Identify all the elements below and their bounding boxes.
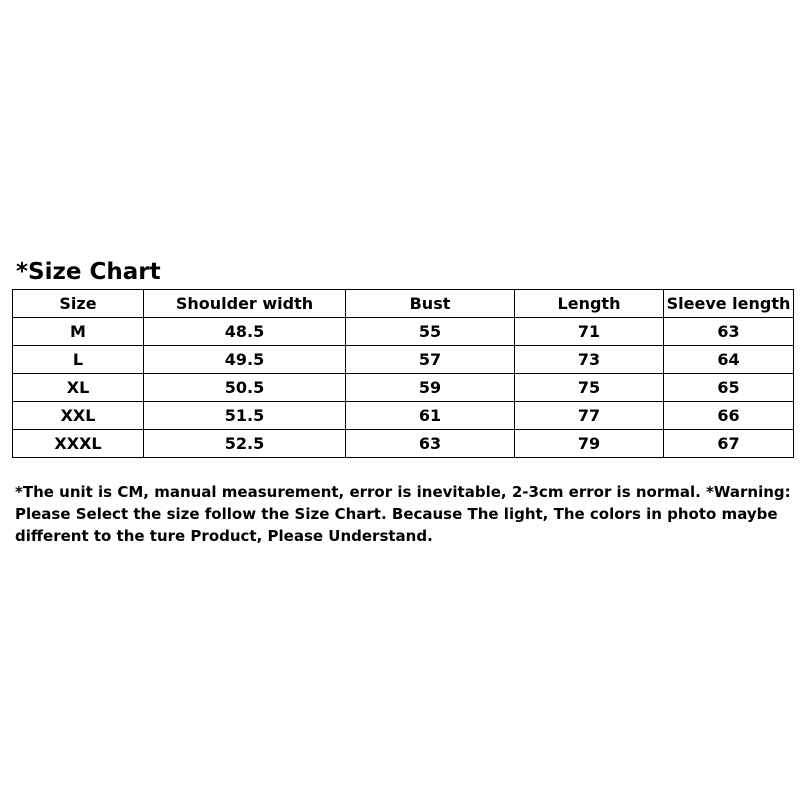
cell-size: XXL (13, 402, 144, 430)
cell-shoulder-width: 51.5 (144, 402, 346, 430)
cell-size: L (13, 346, 144, 374)
cell-shoulder-width: 49.5 (144, 346, 346, 374)
size-note (15, 481, 791, 547)
table-header-row (13, 290, 794, 318)
size-chart-table (12, 289, 794, 458)
header-sleeve-length: Sleeve length (664, 290, 794, 318)
cell-size: XXXL (13, 430, 144, 458)
cell-length: 73 (515, 346, 664, 374)
cell-length: 71 (515, 318, 664, 346)
header-length: Length (515, 290, 664, 318)
table-row (13, 402, 794, 430)
note-line: *The unit is CM, manual measurement, error is inevitable, 2-3cm error is normal. *Warning: (15, 483, 791, 501)
cell-shoulder-width: 48.5 (144, 318, 346, 346)
cell-shoulder-width: 52.5 (144, 430, 346, 458)
cell-sleeve-length: 63 (664, 318, 794, 346)
cell-bust: 59 (346, 374, 515, 402)
cell-bust: 57 (346, 346, 515, 374)
table-row (13, 346, 794, 374)
cell-sleeve-length: 67 (664, 430, 794, 458)
header-size: Size (13, 290, 144, 318)
table-row (13, 374, 794, 402)
table-row (13, 430, 794, 458)
cell-shoulder-width: 50.5 (144, 374, 346, 402)
note-line: Please Select the size follow the Size Chart. Because The light, The colors in photo maybe (15, 505, 778, 523)
cell-length: 79 (515, 430, 664, 458)
cell-bust: 55 (346, 318, 515, 346)
cell-bust: 63 (346, 430, 515, 458)
header-shoulder-width: Shoulder width (144, 290, 346, 318)
cell-length: 77 (515, 402, 664, 430)
cell-length: 75 (515, 374, 664, 402)
table-row (13, 318, 794, 346)
cell-sleeve-length: 65 (664, 374, 794, 402)
header-bust: Bust (346, 290, 515, 318)
cell-size: XL (13, 374, 144, 402)
cell-sleeve-length: 64 (664, 346, 794, 374)
cell-sleeve-length: 66 (664, 402, 794, 430)
note-line: different to the ture Product, Please Understand. (15, 527, 433, 545)
cell-bust: 61 (346, 402, 515, 430)
cell-size: M (13, 318, 144, 346)
page-title: *Size Chart (16, 259, 161, 285)
